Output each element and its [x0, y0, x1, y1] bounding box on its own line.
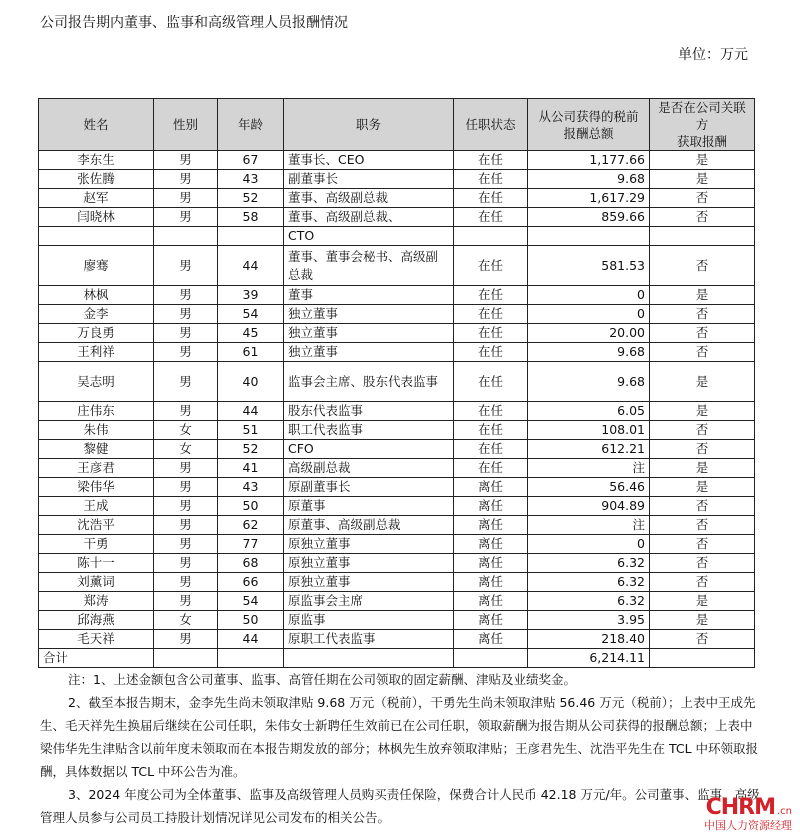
- cell-status: 在任: [454, 324, 528, 343]
- cell-name: 陈十一: [39, 554, 154, 573]
- cell-status: 离任: [454, 630, 528, 649]
- cell-gender: 男: [154, 362, 218, 402]
- cell-status: 离任: [454, 573, 528, 592]
- logo-main-text: CHRM: [705, 795, 775, 820]
- cell-gender: 男: [154, 151, 218, 170]
- cell-gender: 男: [154, 189, 218, 208]
- cell-gender: 男: [154, 535, 218, 554]
- table-row: [39, 208, 755, 227]
- cell-pay: 904.89: [528, 497, 650, 516]
- table-row: [39, 459, 755, 478]
- cell-name: 毛天祥: [39, 630, 154, 649]
- total-pay: 6,214.11: [528, 649, 650, 668]
- table-row: [39, 535, 755, 554]
- cell-pay: 9.68: [528, 170, 650, 189]
- cell-age: 77: [218, 535, 284, 554]
- table-row: [39, 573, 755, 592]
- cell-pay: 6.32: [528, 573, 650, 592]
- cell-position: 股东代表监事: [284, 402, 454, 421]
- cell-name: 朱伟: [39, 421, 154, 440]
- cell-position: 原独立董事: [284, 554, 454, 573]
- table-row: [39, 305, 755, 324]
- section-title: 公司报告期内董事、监事和高级管理人员报酬情况: [40, 15, 348, 31]
- cell-position: 董事: [284, 286, 454, 305]
- cell-age: 52: [218, 440, 284, 459]
- cell-position: 原副董事长: [284, 478, 454, 497]
- cell-name: 赵军: [39, 189, 154, 208]
- cell-related: 是: [650, 362, 755, 402]
- table-row: [39, 402, 755, 421]
- cell-gender: 男: [154, 573, 218, 592]
- cell-pay: [528, 227, 650, 246]
- logo-subtitle: 中国人力资源经理: [704, 819, 792, 832]
- cell-name: 梁伟华: [39, 478, 154, 497]
- cell-age: 67: [218, 151, 284, 170]
- cell-position: 监事会主席、股东代表监事: [284, 362, 454, 402]
- cell-age: 54: [218, 592, 284, 611]
- cell-age: 44: [218, 246, 284, 286]
- cell-status: 在任: [454, 151, 528, 170]
- cell-pay: 6.05: [528, 402, 650, 421]
- cell-gender: [154, 227, 218, 246]
- table-row: [39, 440, 755, 459]
- cell-pay: 9.68: [528, 343, 650, 362]
- cell-gender: 男: [154, 459, 218, 478]
- cell-related: 否: [650, 343, 755, 362]
- header-status: 任职状态: [454, 99, 528, 151]
- cell-gender: 女: [154, 421, 218, 440]
- cell-position: 原独立董事: [284, 535, 454, 554]
- cell-status: 在任: [454, 170, 528, 189]
- cell-position: 原监事会主席: [284, 592, 454, 611]
- cell-pay: 注: [528, 459, 650, 478]
- cell-name: 金李: [39, 305, 154, 324]
- cell-age: 50: [218, 497, 284, 516]
- table-row: [39, 151, 755, 170]
- cell-status: 在任: [454, 286, 528, 305]
- header-related-line2: 获取报酬: [676, 134, 727, 149]
- cell-name: 邱海燕: [39, 611, 154, 630]
- cell-position: 原独立董事: [284, 573, 454, 592]
- cell-gender: 女: [154, 440, 218, 459]
- cell-status: 在任: [454, 402, 528, 421]
- compensation-table: [38, 98, 755, 668]
- cell-related: 否: [650, 630, 755, 649]
- cell-related: 否: [650, 554, 755, 573]
- table-row: [39, 421, 755, 440]
- table-header-row: [39, 99, 755, 151]
- cell-related: 是: [650, 592, 755, 611]
- cell-name: 廖骞: [39, 246, 154, 286]
- note-3: 3、2024 年度公司为全体董事、监事及高级管理人员购买责任保险，保费合计人民币 42.18 万元/年。公司董事、监事、高级管理人员参与公司员工持股计划情况详见公司发布的相关公告。: [40, 787, 760, 825]
- cell-name: [39, 227, 154, 246]
- cell-status: 在任: [454, 208, 528, 227]
- cell-related: 否: [650, 573, 755, 592]
- cell-age: 51: [218, 421, 284, 440]
- cell-position: 原职工代表监事: [284, 630, 454, 649]
- table-row: [39, 324, 755, 343]
- cell-related: 是: [650, 478, 755, 497]
- cell-gender: 男: [154, 592, 218, 611]
- cell-age: 44: [218, 402, 284, 421]
- cell-pay: 6.32: [528, 554, 650, 573]
- cell-name: 黎健: [39, 440, 154, 459]
- cell-name: 万良勇: [39, 324, 154, 343]
- cell-related: 否: [650, 189, 755, 208]
- cell-pay: 612.21: [528, 440, 650, 459]
- cell-age: [218, 227, 284, 246]
- cell-related: 是: [650, 170, 755, 189]
- cell-gender: 男: [154, 246, 218, 286]
- cell-gender: 男: [154, 170, 218, 189]
- cell-position: 高级副总裁: [284, 459, 454, 478]
- cell-gender: 男: [154, 516, 218, 535]
- cell-name: 王利祥: [39, 343, 154, 362]
- cell-pay: 218.40: [528, 630, 650, 649]
- cell-status: 离任: [454, 611, 528, 630]
- cell-age: 61: [218, 343, 284, 362]
- cell-pay: 0: [528, 286, 650, 305]
- total-empty-cell: [154, 649, 218, 668]
- cell-related: 否: [650, 516, 755, 535]
- cell-status: 离任: [454, 554, 528, 573]
- cell-related: [650, 227, 755, 246]
- cell-gender: 女: [154, 611, 218, 630]
- header-pay-line1: 从公司获得的税前: [538, 108, 639, 124]
- cell-name: 闫晓林: [39, 208, 154, 227]
- cell-status: 离任: [454, 516, 528, 535]
- cell-related: 否: [650, 246, 755, 286]
- cell-status: 在任: [454, 440, 528, 459]
- table-row: [39, 362, 755, 402]
- cell-age: 52: [218, 189, 284, 208]
- cell-status: 在任: [454, 421, 528, 440]
- cell-age: 62: [218, 516, 284, 535]
- cell-pay: 0: [528, 535, 650, 554]
- cell-position: CTO: [284, 227, 454, 246]
- table-row: [39, 592, 755, 611]
- cell-pay: 9.68: [528, 362, 650, 402]
- total-empty-cell: [284, 649, 454, 668]
- header-pay-line2: 报酬总额: [563, 125, 614, 141]
- header-pay: [528, 99, 650, 151]
- cell-gender: 男: [154, 343, 218, 362]
- cell-age: 43: [218, 478, 284, 497]
- cell-position: 独立董事: [284, 324, 454, 343]
- cell-status: 在任: [454, 189, 528, 208]
- cell-pay: 56.46: [528, 478, 650, 497]
- table-row: [39, 189, 755, 208]
- cell-name: 王彦君: [39, 459, 154, 478]
- cell-name: 干勇: [39, 535, 154, 554]
- cell-pay: 581.53: [528, 246, 650, 286]
- table-row: [39, 227, 755, 246]
- cell-age: 66: [218, 573, 284, 592]
- header-position: 职务: [284, 99, 454, 151]
- cell-gender: 男: [154, 305, 218, 324]
- cell-position: 原董事: [284, 497, 454, 516]
- cell-status: 离任: [454, 478, 528, 497]
- cell-status: 在任: [454, 246, 528, 286]
- cell-gender: 男: [154, 630, 218, 649]
- cell-related: 是: [650, 459, 755, 478]
- total-empty-cell: [454, 649, 528, 668]
- note-2: 2、截至本报告期末，金李先生尚未领取津贴 9.68 万元（税前），干勇先生尚未领取津贴 56.46 万元（税前）；上表中王成先生、毛天祥先生换届后继续在公司任职，朱伟女士新聘任生效前已在公司任职，领取薪酬为报告期从公司获得的报酬总额；上表中梁伟华先生津贴含以前年度未领取而在本报告期发放的部分；林枫先生放弃领取津贴；王彦君先生、沈浩平先生在 TCL 中环领取报酬，具体数据以 TCL 中环公告为准。: [40, 695, 759, 779]
- total-empty-cell: [218, 649, 284, 668]
- table-row: [39, 630, 755, 649]
- cell-pay: 注: [528, 516, 650, 535]
- cell-name: 沈浩平: [39, 516, 154, 535]
- table-row: [39, 554, 755, 573]
- cell-status: 在任: [454, 343, 528, 362]
- header-related-line1: 是否在公司关联方: [658, 100, 746, 132]
- cell-position: 原董事、高级副总裁: [284, 516, 454, 535]
- cell-pay: 6.32: [528, 592, 650, 611]
- cell-position: 副董事长: [284, 170, 454, 189]
- cell-gender: 男: [154, 286, 218, 305]
- cell-related: 否: [650, 324, 755, 343]
- note-1: 注：1、上述金额包含公司董事、监事、高管任期在公司领取的固定薪酬、津贴及业绩奖金。: [68, 672, 576, 687]
- cell-status: 在任: [454, 362, 528, 402]
- table-row: [39, 170, 755, 189]
- cell-name: 刘薰词: [39, 573, 154, 592]
- cell-age: 40: [218, 362, 284, 402]
- table-row: [39, 478, 755, 497]
- cell-age: 54: [218, 305, 284, 324]
- cell-position: 独立董事: [284, 305, 454, 324]
- table-row: [39, 246, 755, 286]
- cell-pay: 859.66: [528, 208, 650, 227]
- cell-name: 吴志明: [39, 362, 154, 402]
- cell-name: 林枫: [39, 286, 154, 305]
- cell-related: 否: [650, 535, 755, 554]
- cell-name: 李东生: [39, 151, 154, 170]
- cell-gender: 男: [154, 324, 218, 343]
- cell-pay: 0: [528, 305, 650, 324]
- cell-pay: 20.00: [528, 324, 650, 343]
- cell-related: 否: [650, 440, 755, 459]
- notes-section: [40, 668, 764, 829]
- cell-age: 58: [218, 208, 284, 227]
- unit-label: 单位：万元: [678, 47, 748, 63]
- cell-position: 职工代表监事: [284, 421, 454, 440]
- header-related: [650, 99, 755, 151]
- chrm-watermark-logo: [704, 795, 792, 833]
- cell-status: 离任: [454, 592, 528, 611]
- cell-position: 董事、高级副总裁、: [284, 208, 454, 227]
- cell-related: 是: [650, 402, 755, 421]
- cell-pay: 1,617.29: [528, 189, 650, 208]
- cell-gender: 男: [154, 402, 218, 421]
- header-gender: 性别: [154, 99, 218, 151]
- cell-gender: 男: [154, 497, 218, 516]
- table-row: [39, 516, 755, 535]
- cell-status: 离任: [454, 535, 528, 554]
- cell-name: 张佐腾: [39, 170, 154, 189]
- total-empty-cell: [650, 649, 755, 668]
- cell-position: CFO: [284, 440, 454, 459]
- cell-related: 否: [650, 305, 755, 324]
- cell-gender: 男: [154, 208, 218, 227]
- cell-related: 否: [650, 421, 755, 440]
- cell-status: 在任: [454, 459, 528, 478]
- table-row: [39, 497, 755, 516]
- cell-pay: 108.01: [528, 421, 650, 440]
- table-body: [39, 151, 755, 649]
- cell-pay: 1,177.66: [528, 151, 650, 170]
- cell-related: 否: [650, 497, 755, 516]
- logo-domain-text: .cn: [776, 806, 792, 817]
- cell-position: 原监事: [284, 611, 454, 630]
- cell-age: 45: [218, 324, 284, 343]
- cell-position: 董事、董事会秘书、高级副总裁: [284, 246, 454, 286]
- cell-name: 王成: [39, 497, 154, 516]
- header-age: 年龄: [218, 99, 284, 151]
- cell-position: 独立董事: [284, 343, 454, 362]
- cell-age: 50: [218, 611, 284, 630]
- cell-age: 43: [218, 170, 284, 189]
- cell-related: 是: [650, 286, 755, 305]
- header-name: 姓名: [39, 99, 154, 151]
- cell-name: 郑涛: [39, 592, 154, 611]
- cell-age: 39: [218, 286, 284, 305]
- cell-position: 董事、高级副总裁: [284, 189, 454, 208]
- cell-status: 在任: [454, 305, 528, 324]
- cell-status: 离任: [454, 497, 528, 516]
- total-row: [39, 649, 755, 668]
- cell-position: 董事长、CEO: [284, 151, 454, 170]
- total-label: 合计: [39, 649, 154, 668]
- cell-gender: 男: [154, 554, 218, 573]
- cell-status: [454, 227, 528, 246]
- cell-pay: 3.95: [528, 611, 650, 630]
- table-row: [39, 286, 755, 305]
- cell-gender: 男: [154, 478, 218, 497]
- cell-age: 41: [218, 459, 284, 478]
- cell-age: 44: [218, 630, 284, 649]
- cell-related: 是: [650, 151, 755, 170]
- cell-related: 否: [650, 208, 755, 227]
- cell-name: 庄伟东: [39, 402, 154, 421]
- cell-related: 是: [650, 611, 755, 630]
- table-row: [39, 343, 755, 362]
- cell-age: 68: [218, 554, 284, 573]
- table-row: [39, 611, 755, 630]
